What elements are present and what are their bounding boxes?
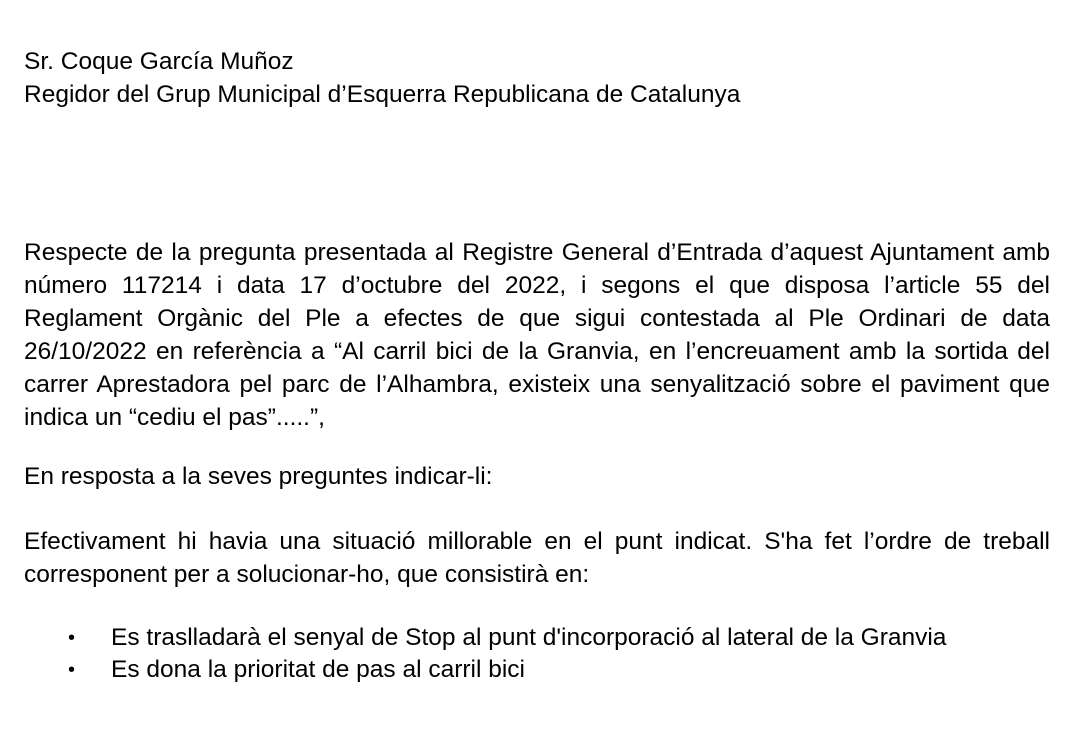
list-item-text: Es dona la prioritat de pas al carril bici — [111, 656, 525, 683]
paragraph-response-intro: En resposta a la seves preguntes indicar-li: — [24, 463, 493, 490]
action-list — [24, 622, 1050, 686]
list-item-text: Es traslladarà el senyal de Stop al punt d'incorporació al lateral de la Granvia — [111, 624, 947, 651]
addressee-block — [24, 45, 740, 111]
list-item — [24, 622, 1050, 654]
addressee-name: Sr. Coque García Muñoz — [24, 48, 294, 75]
bullet-icon: • — [68, 659, 76, 681]
bullet-icon: • — [68, 627, 76, 649]
paragraph-response-detail: Efectivament hi havia una situació millorable en el punt indicat. S'ha fet l’ordre de treball corresponent per a solucionar-ho, que consistirà en: — [24, 528, 1050, 588]
list-item — [24, 654, 1050, 686]
addressee-title: Regidor del Grup Municipal d’Esquerra Republicana de Catalunya — [24, 81, 741, 108]
paragraph-question-reference: Respecte de la pregunta presentada al Registre General d’Entrada d’aquest Ajuntament amb número 117214 i data 17 d’octubre del 2022, i segons el que disposa l’article 55 del Reglament Orgànic del Ple a efectes de que sigui contestada al Ple Ordinari de data 26/10/2022 en referència a “Al carril bici de la Granvia, en l’encreuament amb la sortida del carrer Aprestadora pel parc de l’Alhambra, existeix una senyalització sobre el paviment que indica un “cediu el pas”.....”, — [24, 239, 1050, 431]
